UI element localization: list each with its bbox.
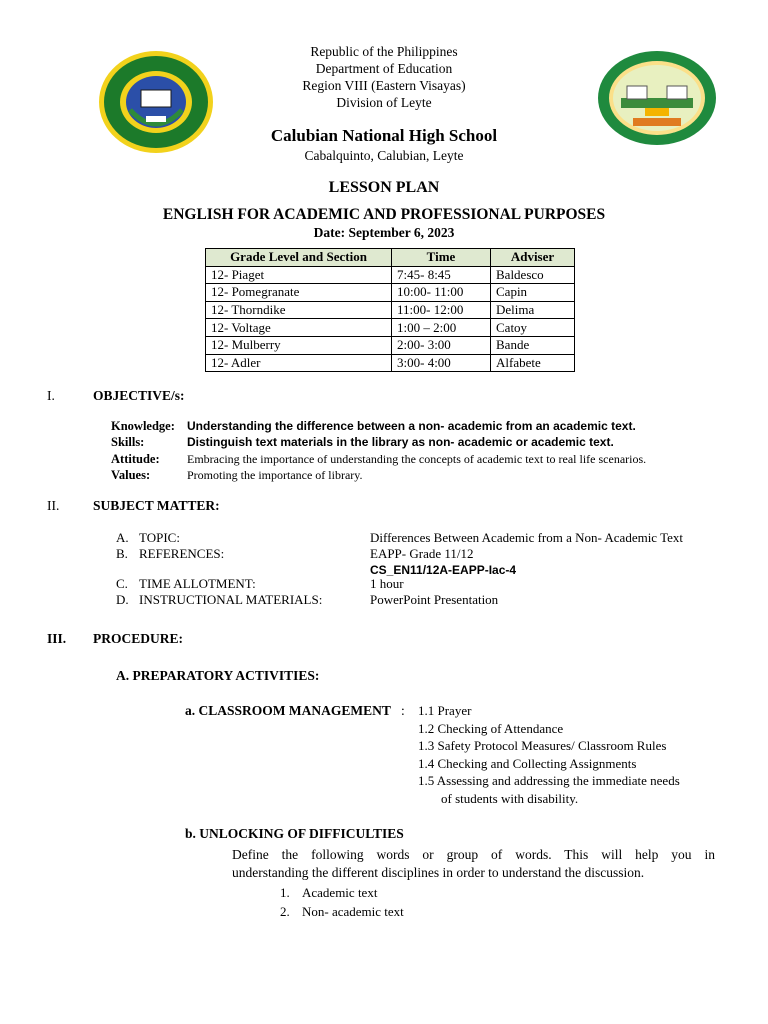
classroom-item: 1.4 Checking and Collecting Assignments — [418, 756, 637, 771]
term-number: 2. — [280, 904, 290, 919]
procedure-heading: PROCEDURE: — [93, 631, 183, 646]
section-cell: 12- Piaget — [206, 266, 392, 284]
term-academic-text: Academic text — [302, 885, 378, 900]
header-line-republic: Republic of the Philippines — [310, 44, 458, 59]
objective-label-values: Values: — [111, 468, 151, 482]
preparatory-activities-heading: A. PREPARATORY ACTIVITIES: — [116, 668, 320, 683]
subject-letter-a: A. — [116, 530, 129, 545]
time-cell: 2:00- 3:00 — [392, 336, 491, 354]
unlocking-difficulties-heading: b. UNLOCKING OF DIFFICULTIES — [185, 826, 404, 841]
school-name: Calubian National High School — [270, 126, 498, 145]
subject-value-topic: Differences Between Academic from a Non- Academic Text — [370, 530, 684, 545]
section-cell: 12- Mulberry — [206, 336, 392, 354]
classroom-item-continuation: of students with disability. — [441, 791, 579, 806]
header-line-division: Division of Leyte — [336, 95, 432, 110]
classroom-item: 1.5 Assessing and addressing the immediate needs — [418, 773, 680, 788]
header-line-deped: Department of Education — [315, 61, 453, 76]
column-header-section: Grade Level and Section — [206, 249, 392, 267]
section-cell: 12- Thorndike — [206, 301, 392, 319]
unlocking-instructions-line2: understanding the different disciplines in order to understand the discussion. — [232, 865, 645, 880]
objective-label-skills: Skills: — [111, 435, 145, 449]
classroom-management-colon: : — [401, 703, 405, 718]
table-row — [206, 336, 575, 354]
subject-title: ENGLISH FOR ACADEMIC AND PROFESSIONAL PURPOSES — [162, 206, 606, 223]
objectives-heading: OBJECTIVE/s: — [93, 388, 185, 403]
time-cell: 11:00- 12:00 — [392, 301, 491, 319]
adviser-cell: Catoy — [491, 319, 575, 337]
adviser-cell: Baldesco — [491, 266, 575, 284]
table-row — [206, 284, 575, 302]
subject-label-time: TIME ALLOTMENT: — [139, 576, 256, 591]
classroom-item: 1.1 Prayer — [418, 703, 472, 718]
adviser-cell: Bande — [491, 336, 575, 354]
subject-value-references: EAPP- Grade 11/12 — [370, 546, 474, 561]
subject-letter-c: C. — [116, 576, 128, 591]
lesson-date: Date: September 6, 2023 — [313, 225, 455, 240]
column-header-adviser: Adviser — [491, 249, 575, 267]
table-header-row — [206, 249, 575, 267]
table-row — [206, 319, 575, 337]
adviser-cell: Capin — [491, 284, 575, 302]
table-row — [206, 266, 575, 284]
objective-text-attitude: Embracing the importance of understanding the concepts of academic text to real life scenarios. — [187, 452, 647, 466]
subject-label-materials: INSTRUCTIONAL MATERIALS: — [139, 592, 323, 607]
subject-value-competency-code: CS_EN11/12A-EAPP-Iac-4 — [370, 563, 517, 577]
time-cell: 3:00- 4:00 — [392, 354, 491, 372]
objectives-numeral: I. — [47, 388, 55, 403]
classroom-item: 1.3 Safety Protocol Measures/ Classroom Rules — [418, 738, 667, 753]
objective-label-knowledge: Knowledge: — [111, 419, 175, 433]
term-non-academic-text: Non- academic text — [302, 904, 404, 919]
table-row — [206, 354, 575, 372]
objective-text-skills: Distinguish text materials in the library as non- academic or academic text. — [187, 435, 614, 449]
subject-value-time: 1 hour — [370, 576, 404, 591]
column-header-time: Time — [392, 249, 491, 267]
section-cell: 12- Voltage — [206, 319, 392, 337]
subject-label-references: REFERENCES: — [139, 546, 225, 561]
objective-label-attitude: Attitude: — [111, 452, 160, 466]
procedure-numeral: III. — [47, 631, 67, 646]
subject-label-topic: TOPIC: — [139, 530, 180, 545]
section-cell: 12- Pomegranate — [206, 284, 392, 302]
classroom-management-heading: a. CLASSROOM MANAGEMENT — [185, 703, 391, 718]
table-row — [206, 301, 575, 319]
subject-matter-numeral: II. — [47, 498, 60, 513]
subject-matter-heading: SUBJECT MATTER: — [93, 498, 220, 513]
school-address: Cabalquinto, Calubian, Leyte — [304, 148, 464, 163]
adviser-cell: Alfabete — [491, 354, 575, 372]
time-cell: 7:45- 8:45 — [392, 266, 491, 284]
objective-text-knowledge: Understanding the difference between a non- academic from an academic text. — [187, 419, 636, 433]
time-cell: 1:00 – 2:00 — [392, 319, 491, 337]
section-cell: 12- Adler — [206, 354, 392, 372]
classroom-item: 1.2 Checking of Attendance — [418, 721, 564, 736]
schedule-table — [205, 248, 575, 372]
subject-letter-d: D. — [116, 592, 129, 607]
time-cell: 10:00- 11:00 — [392, 284, 491, 302]
subject-value-materials: PowerPoint Presentation — [370, 592, 499, 607]
adviser-cell: Delima — [491, 301, 575, 319]
subject-letter-b: B. — [116, 546, 128, 561]
term-number: 1. — [280, 885, 290, 900]
objective-text-values: Promoting the importance of library. — [187, 468, 363, 482]
page-title: LESSON PLAN — [328, 179, 440, 196]
header-line-region: Region VIII (Eastern Visayas) — [302, 78, 466, 93]
unlocking-instructions-line1: Define the following words or group of words. This will help you in — [232, 847, 715, 862]
